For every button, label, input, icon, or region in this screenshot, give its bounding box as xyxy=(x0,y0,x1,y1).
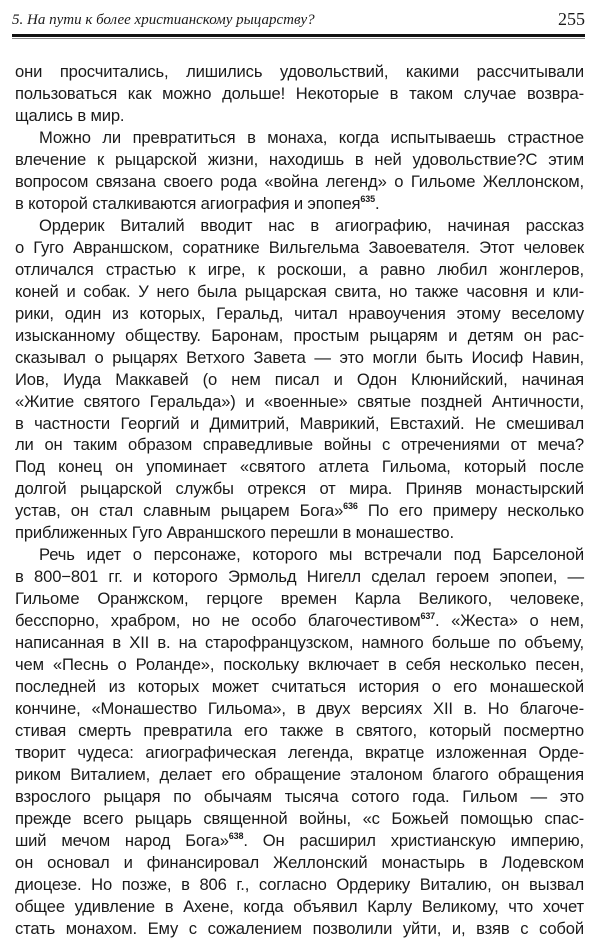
text-line xyxy=(15,127,584,149)
text-line xyxy=(15,171,584,193)
text-line xyxy=(15,369,584,391)
text-segment: стивая смерть превратила его также в святого, который посмертно xyxy=(15,721,584,741)
text-line xyxy=(15,325,584,347)
text-line xyxy=(15,852,584,874)
text-line xyxy=(15,149,584,171)
text-line xyxy=(15,544,584,566)
footnote-ref: 635 xyxy=(360,193,375,204)
text-line xyxy=(15,522,584,544)
text-line xyxy=(15,918,584,940)
text-segment: рики, один из которых, Геральд, читал нравоучения этому веселому xyxy=(15,303,584,323)
text-segment: прежде всего рыцарь священной войны, «с Божьей помощью спас- xyxy=(15,808,584,828)
text-segment: творит чудеса: агиографическая легенда, вкратце изложенная Орде- xyxy=(15,743,584,763)
text-line xyxy=(15,347,584,369)
text-line xyxy=(15,193,584,215)
text-segment: сказывал о рыцарях Ветхого Завета — это могли быть Иосиф Навин, xyxy=(15,347,584,367)
text-segment: последней из которых может считаться история о его монашеской xyxy=(15,677,584,697)
text-line xyxy=(15,391,584,413)
paragraph xyxy=(15,127,584,215)
text-line xyxy=(15,105,584,127)
text-segment: взрослого рыцаря по обычаям тысяча сотого года. Гильом — это xyxy=(15,786,584,806)
text-line xyxy=(15,786,584,808)
text-segment: в которой сталкиваются агиография и эпопея xyxy=(15,193,361,213)
text-line xyxy=(15,500,584,522)
text-segment: ли он таким образом справедливые войны с отречениями от меча? xyxy=(15,435,584,455)
text-line xyxy=(15,654,584,676)
text-segment: вопросом связана своего рода «война легенд» о Гильоме Желлонском, xyxy=(15,171,584,191)
text-segment: написанная в XII в. на старофранцузском, намного больше по объему, xyxy=(15,633,584,653)
text-segment: чем «Песнь о Роланде», поскольку включает в себя несколько песен, xyxy=(15,655,584,675)
footnote-ref: 636 xyxy=(343,501,358,512)
text-segment: диоцезе. Но позже, в 806 г., согласно Ордерику Виталию, он вызвал xyxy=(15,874,584,894)
text-line xyxy=(15,281,584,303)
text-segment: Можно ли превратиться в монаха, когда испытываешь страстное xyxy=(39,127,584,147)
text-line xyxy=(15,830,584,852)
text-segment: отличался страстью к игре, к роскоши, а равно любил жонглеров, xyxy=(15,259,584,279)
text-segment: Речь идет о персонаже, которого мы встречали под Барселоной xyxy=(39,545,584,565)
text-segment: стать монахом. Ему с сожалением позволили уйти, и, взяв с собой xyxy=(15,918,584,938)
text-line xyxy=(15,83,584,105)
running-header xyxy=(12,8,585,32)
text-segment: в частности Георгий и Димитрий, Маврикий, Евстахий. Не смешивал xyxy=(15,413,584,433)
text-segment: Гильоме Оранжском, герцоге времен Карла Великого, человеке, xyxy=(15,589,584,609)
text-segment: он основал и финансировал Желлонский монастырь в Лодевском xyxy=(15,852,584,872)
header-rule-thin xyxy=(12,38,585,39)
footnote-ref: 637 xyxy=(420,611,436,622)
paragraph xyxy=(15,544,584,939)
text-segment: влечение к рыцарской жизни, находишь в ней удовольствие?С этим xyxy=(15,149,584,169)
text-segment: ший мечом народ Бога» xyxy=(15,830,229,850)
text-segment: изысканному обществу. Баронам, простым рыцарям и детям он рас- xyxy=(15,325,584,345)
text-line xyxy=(15,259,584,281)
text-line xyxy=(15,698,584,720)
text-segment: коней и собак. У него была рыцарская свита, но также часовня и кли- xyxy=(15,281,584,301)
text-segment: бесспорно, храбром, но не особо благочестивом xyxy=(15,611,421,631)
text-segment: По его примеру несколько xyxy=(357,501,584,521)
text-line xyxy=(15,303,584,325)
paragraph xyxy=(15,61,584,127)
text-segment: в 800−801 гг. и которого Эрмольд Нигелл сделал героем эпопеи, — xyxy=(15,567,584,587)
text-segment: Иов, Иуда Маккавей (о нем писал и Одон Клюнийский, начиная xyxy=(15,369,584,389)
text-line xyxy=(15,808,584,830)
text-line xyxy=(15,478,584,500)
text-segment: общее удивление в Ахене, когда объявил Карлу Великому, что хочет xyxy=(15,896,584,916)
text-line xyxy=(15,566,584,588)
text-line xyxy=(15,720,584,742)
text-line xyxy=(15,434,584,456)
text-line xyxy=(15,632,584,654)
text-line xyxy=(15,413,584,435)
footnote-ref: 638 xyxy=(228,830,244,841)
running-title: 5. На пути к более христианскому рыцарству? xyxy=(12,12,315,28)
text-line xyxy=(15,610,584,632)
text-segment: устав, он стал славным рыцарем Бога» xyxy=(15,501,344,521)
text-segment: кончине, «Монашество Гильома», в двух версиях XII в. Но благоче- xyxy=(15,699,584,719)
text-segment: пользоваться как можно дольше! Некоторые в таком случае возвра- xyxy=(15,83,584,103)
paragraph xyxy=(15,215,584,545)
text-line xyxy=(15,456,584,478)
text-line xyxy=(15,742,584,764)
text-segment: о Гуго Авраншском, соратнике Вильгельма Завоевателя. Этот человек xyxy=(15,237,584,257)
body-text xyxy=(15,61,584,940)
header-rule xyxy=(12,34,585,37)
text-segment: щались в мир. xyxy=(15,105,125,125)
text-segment: Ордерик Виталий вводит нас в агиографию, начиная рассказ xyxy=(39,215,584,235)
text-line xyxy=(15,874,584,896)
text-line xyxy=(15,237,584,259)
text-segment: приближенных Гуго Авраншского перешли в монашество. xyxy=(15,523,454,543)
text-line xyxy=(15,61,584,83)
text-segment: «Житие святого Геральда») и «военные» святые поздней Античности, xyxy=(15,391,584,411)
text-segment: риком Виталием, делает его обращение эталоном благого обращения xyxy=(15,765,584,784)
text-line xyxy=(15,215,584,237)
text-line xyxy=(15,676,584,698)
text-segment: . Он расширил христианскую империю, xyxy=(243,830,584,850)
text-segment: Под конец он упоминает «святого атлета Гильома, который после xyxy=(15,457,584,477)
text-line xyxy=(15,588,584,610)
text-segment: . «Жеста» о нем, xyxy=(435,611,584,631)
text-segment: . xyxy=(374,193,380,213)
text-line xyxy=(15,764,584,786)
text-line xyxy=(15,896,584,918)
text-segment: долгой рыцарской службы отрекся от мира. Приняв монастырский xyxy=(15,479,584,499)
page-number: 255 xyxy=(558,9,585,29)
text-segment: они просчитались, лишились удовольствий, какими рассчитывали xyxy=(15,62,584,81)
